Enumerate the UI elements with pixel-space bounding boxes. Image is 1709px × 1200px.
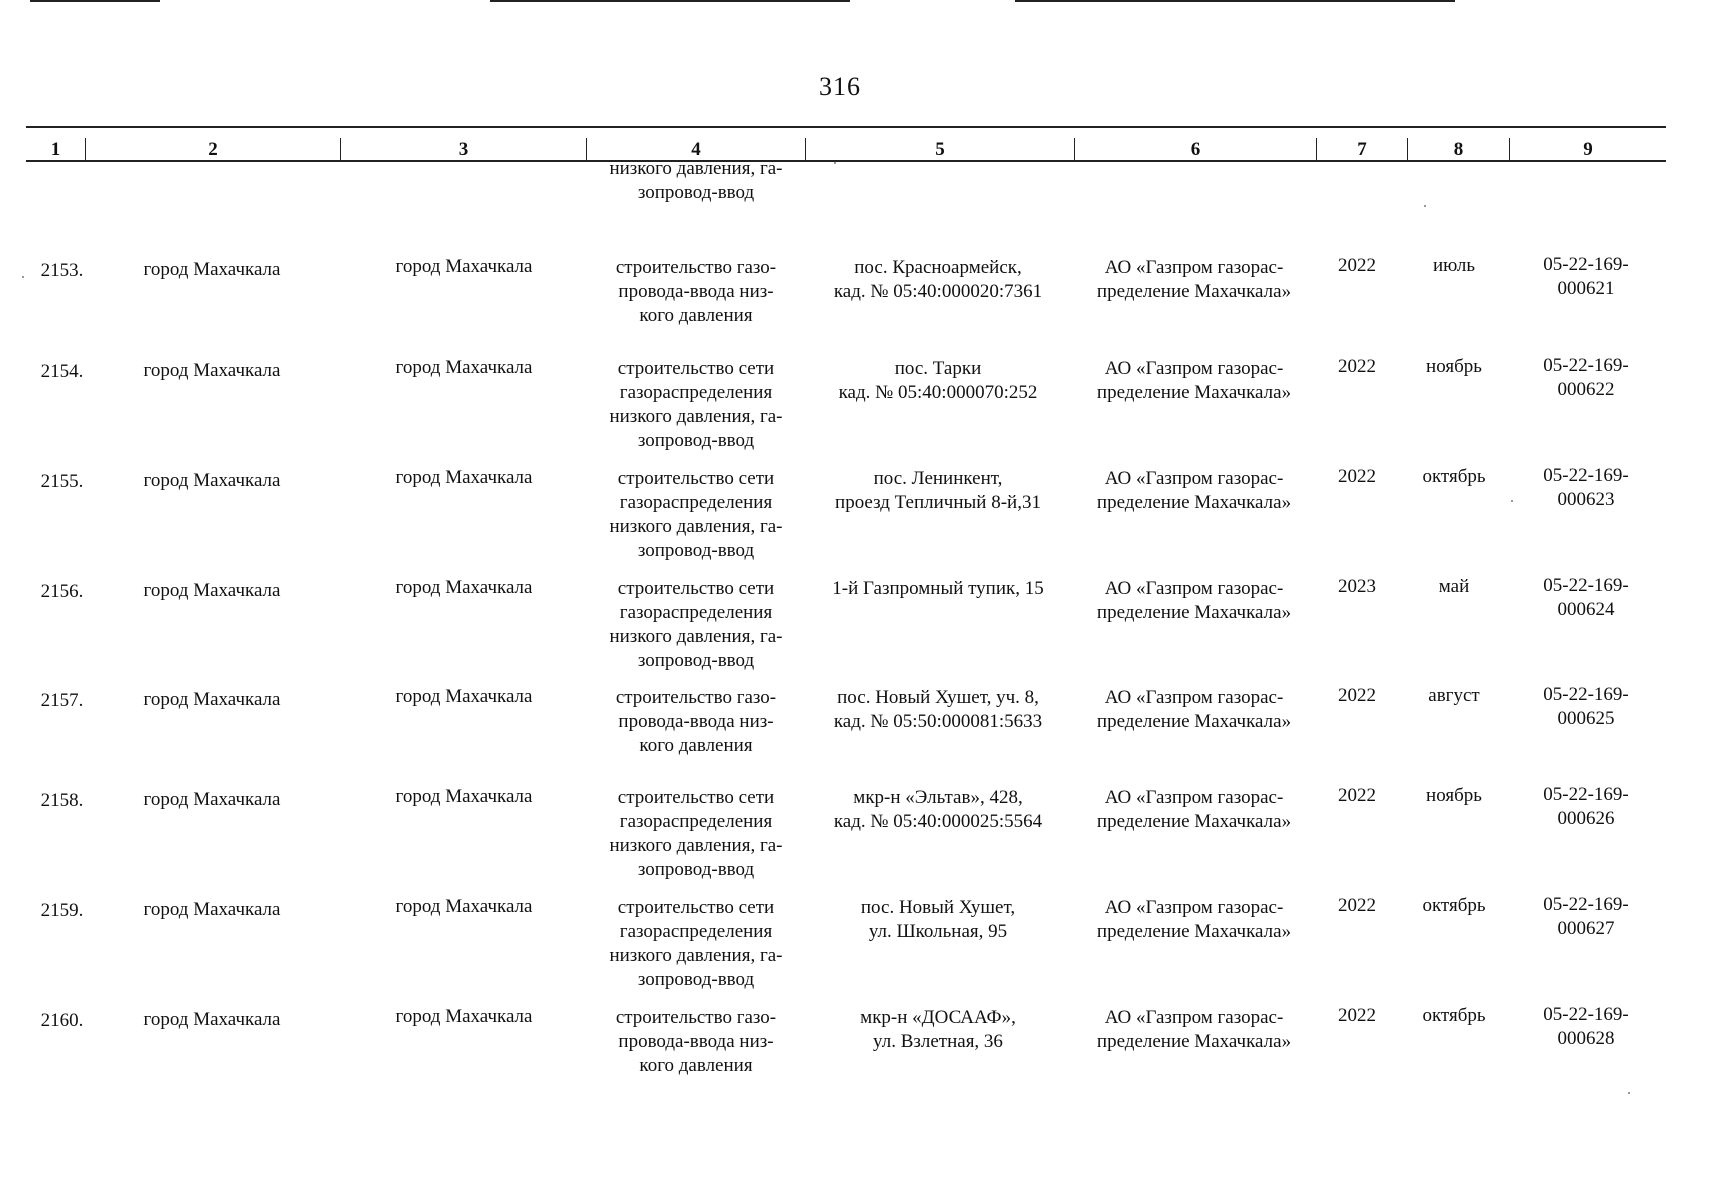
scan-speck (1511, 500, 1513, 502)
row-number: 2159. (40, 900, 84, 921)
work-type-cell-line: строительство газо- (615, 257, 777, 278)
month-cell: май (1438, 576, 1470, 597)
year-cell: 2022 (1338, 466, 1376, 487)
settlement-cell: город Махачкала (395, 896, 533, 917)
column-header-6: 6 (1074, 138, 1316, 162)
month-cell: ноябрь (1426, 356, 1482, 377)
code-cell-line: 05-22-169- (1543, 894, 1629, 915)
organization-cell (1075, 686, 1313, 734)
organization-cell-line: пределение Махачкала» (1096, 281, 1292, 302)
year-cell: 2022 (1338, 255, 1376, 276)
work-type-cell (589, 577, 804, 673)
continuation-cell (589, 157, 804, 205)
settlement-cell: город Махачкала (395, 1006, 533, 1027)
address-cell-line: кад. № 05:40:000070:252 (838, 382, 1038, 403)
organization-cell-line: пределение Махачкала» (1096, 711, 1292, 732)
organization-cell (1075, 467, 1313, 515)
work-type-cell-line: низкого давления, га- (609, 626, 783, 647)
address-cell-line: пос. Тарки (894, 358, 982, 379)
work-type-cell (589, 357, 804, 453)
work-type-cell-line: строительство сети (617, 358, 775, 379)
address-cell-line: пос. Новый Хушет, (860, 897, 1016, 918)
work-type-cell-line: зопровод-ввод (637, 650, 755, 671)
code-cell-line: 05-22-169- (1543, 575, 1629, 596)
address-cell-line: пос. Новый Хушет, уч. 8, (837, 687, 1039, 708)
work-type-cell-line: строительство газо- (615, 687, 777, 708)
address-cell (806, 686, 1071, 734)
work-type-cell (589, 786, 804, 882)
work-type-cell-line: низкого давления, га- (609, 945, 783, 966)
code-cell (1511, 893, 1661, 941)
address-cell-line: 1-й Газпромный тупик, 15 (832, 578, 1044, 599)
code-cell (1511, 683, 1661, 731)
year-cell: 2022 (1338, 685, 1376, 706)
address-cell-line: кад. № 05:50:000081:5633 (833, 711, 1043, 732)
column-header-9: 9 (1509, 138, 1666, 162)
organization-cell-line: пределение Махачкала» (1096, 921, 1292, 942)
organization-cell-line: АО «Газпром газорас- (1104, 787, 1284, 808)
scan-speck (1424, 205, 1426, 207)
code-cell (1511, 1003, 1661, 1051)
work-type-cell-line: зопровод-ввод (637, 540, 755, 561)
scan-edge-line (490, 0, 850, 2)
address-cell (806, 1006, 1071, 1054)
address-cell (806, 357, 1071, 405)
month-cell: октябрь (1422, 895, 1486, 916)
work-type-cell-line: зопровод-ввод (637, 859, 755, 880)
address-cell-line: ул. Взлетная, 36 (873, 1031, 1003, 1052)
settlement-cell: город Махачкала (395, 786, 533, 807)
address-cell-line: кад. № 05:40:000025:5564 (833, 811, 1043, 832)
work-type-cell-line: строительство газо- (615, 1007, 777, 1028)
organization-cell-line: АО «Газпром газорас- (1104, 687, 1284, 708)
month-cell: июль (1432, 255, 1476, 276)
municipality-cell: город Махачкала (143, 470, 281, 491)
address-cell (806, 467, 1071, 515)
work-type-cell-line: провода-ввода низ- (618, 1031, 774, 1052)
organization-cell-line: пределение Махачкала» (1096, 1031, 1292, 1052)
column-header-4: 4 (586, 138, 805, 162)
year-cell: 2022 (1338, 895, 1376, 916)
work-type-cell-line: провода-ввода низ- (618, 281, 774, 302)
work-type-cell (589, 686, 804, 758)
code-cell-line: 05-22-169- (1543, 254, 1629, 275)
year-cell: 2023 (1338, 576, 1376, 597)
organization-cell-line: АО «Газпром газорас- (1104, 358, 1284, 379)
address-cell-line: мкр-н «Эльтав», 428, (853, 787, 1023, 808)
work-type-cell-line: газораспределения (619, 492, 773, 513)
month-cell: октябрь (1422, 1005, 1486, 1026)
scan-speck (1628, 1092, 1630, 1094)
code-cell-line: 000627 (1557, 918, 1615, 939)
work-type-cell (589, 896, 804, 992)
address-cell-line: пос. Ленинкент, (873, 468, 1003, 489)
scan-speck (22, 276, 24, 278)
work-type-cell-line: кого давления (639, 735, 753, 756)
organization-cell (1075, 357, 1313, 405)
address-cell-line: ул. Школьная, 95 (868, 921, 1008, 942)
continuation-cell-line: зопровод-ввод (637, 182, 755, 203)
work-type-cell-line: газораспределения (619, 921, 773, 942)
address-cell-line: кад. № 05:40:000020:7361 (833, 281, 1043, 302)
work-type-cell-line: провода-ввода низ- (618, 711, 774, 732)
organization-cell-line: АО «Газпром газорас- (1104, 897, 1284, 918)
work-type-cell-line: зопровод-ввод (637, 969, 755, 990)
organization-cell-line: пределение Махачкала» (1096, 811, 1292, 832)
address-cell (806, 896, 1071, 944)
column-header-5: 5 (805, 138, 1074, 162)
organization-cell (1075, 896, 1313, 944)
code-cell (1511, 464, 1661, 512)
row-number: 2155. (40, 471, 84, 492)
address-cell (806, 786, 1071, 834)
municipality-cell: город Махачкала (143, 789, 281, 810)
column-header-2: 2 (85, 138, 340, 162)
code-cell-line: 000628 (1557, 1028, 1615, 1049)
scan-speck (834, 162, 836, 164)
address-cell (806, 577, 1071, 601)
work-type-cell-line: строительство сети (617, 787, 775, 808)
column-header-8: 8 (1407, 138, 1509, 162)
month-cell: август (1428, 685, 1480, 706)
year-cell: 2022 (1338, 356, 1376, 377)
column-header-3: 3 (340, 138, 586, 162)
code-cell-line: 000626 (1557, 808, 1615, 829)
work-type-cell (589, 256, 804, 328)
work-type-cell-line: газораспределения (619, 602, 773, 623)
year-cell: 2022 (1338, 1005, 1376, 1026)
row-number: 2158. (40, 790, 84, 811)
scan-edge-line (30, 0, 160, 2)
work-type-cell (589, 1006, 804, 1078)
work-type-cell-line: строительство сети (617, 897, 775, 918)
municipality-cell: город Махачкала (143, 1009, 281, 1030)
month-cell: октябрь (1422, 466, 1486, 487)
code-cell-line: 05-22-169- (1543, 784, 1629, 805)
settlement-cell: город Махачкала (395, 467, 533, 488)
organization-cell-line: пределение Махачкала» (1096, 602, 1292, 623)
month-cell: ноябрь (1426, 785, 1482, 806)
row-number: 2154. (40, 361, 84, 382)
work-type-cell-line: газораспределения (619, 811, 773, 832)
scan-edge-line (1015, 0, 1455, 2)
page-number: 316 (819, 72, 861, 101)
address-cell-line: проезд Тепличный 8-й,31 (835, 492, 1041, 513)
settlement-cell: город Махачкала (395, 357, 533, 378)
organization-cell (1075, 1006, 1313, 1054)
row-number: 2153. (40, 260, 84, 281)
code-cell-line: 000623 (1557, 489, 1615, 510)
organization-cell-line: АО «Газпром газорас- (1104, 257, 1284, 278)
address-cell (806, 256, 1071, 304)
code-cell (1511, 574, 1661, 622)
work-type-cell-line: зопровод-ввод (637, 430, 755, 451)
code-cell-line: 05-22-169- (1543, 355, 1629, 376)
table-header (26, 126, 1666, 162)
column-header-7: 7 (1316, 138, 1407, 162)
work-type-cell-line: низкого давления, га- (609, 406, 783, 427)
code-cell (1511, 354, 1661, 402)
municipality-cell: город Махачкала (143, 899, 281, 920)
code-cell-line: 000624 (1557, 599, 1615, 620)
organization-cell-line: АО «Газпром газорас- (1104, 578, 1284, 599)
work-type-cell-line: низкого давления, га- (609, 516, 783, 537)
code-cell (1511, 253, 1661, 301)
work-type-cell-line: газораспределения (619, 382, 773, 403)
municipality-cell: город Махачкала (143, 259, 281, 280)
year-cell: 2022 (1338, 785, 1376, 806)
code-cell-line: 000622 (1557, 379, 1615, 400)
organization-cell-line: АО «Газпром газорас- (1104, 1007, 1284, 1028)
row-number: 2160. (40, 1010, 84, 1031)
organization-cell (1075, 786, 1313, 834)
work-type-cell-line: строительство сети (617, 468, 775, 489)
municipality-cell: город Махачкала (143, 580, 281, 601)
settlement-cell: город Махачкала (395, 686, 533, 707)
organization-cell-line: пределение Махачкала» (1096, 382, 1292, 403)
code-cell-line: 000625 (1557, 708, 1615, 729)
address-cell-line: пос. Красноармейск, (854, 257, 1022, 278)
work-type-cell-line: строительство сети (617, 578, 775, 599)
row-number: 2156. (40, 581, 84, 602)
work-type-cell (589, 467, 804, 563)
row-number: 2157. (40, 690, 84, 711)
work-type-cell-line: низкого давления, га- (609, 835, 783, 856)
organization-cell (1075, 256, 1313, 304)
settlement-cell: город Махачкала (395, 256, 533, 277)
address-cell-line: мкр-н «ДОСААФ», (860, 1007, 1016, 1028)
organization-cell (1075, 577, 1313, 625)
settlement-cell: город Махачкала (395, 577, 533, 598)
work-type-cell-line: кого давления (639, 305, 753, 326)
continuation-cell-line: низкого давления, га- (609, 158, 783, 179)
organization-cell-line: АО «Газпром газорас- (1104, 468, 1284, 489)
organization-cell-line: пределение Махачкала» (1096, 492, 1292, 513)
code-cell-line: 05-22-169- (1543, 1004, 1629, 1025)
work-type-cell-line: кого давления (639, 1055, 753, 1076)
code-cell-line: 05-22-169- (1543, 465, 1629, 486)
municipality-cell: город Махачкала (143, 689, 281, 710)
code-cell-line: 000621 (1557, 278, 1615, 299)
code-cell-line: 05-22-169- (1543, 684, 1629, 705)
municipality-cell: город Махачкала (143, 360, 281, 381)
code-cell (1511, 783, 1661, 831)
column-header-1: 1 (50, 139, 61, 160)
